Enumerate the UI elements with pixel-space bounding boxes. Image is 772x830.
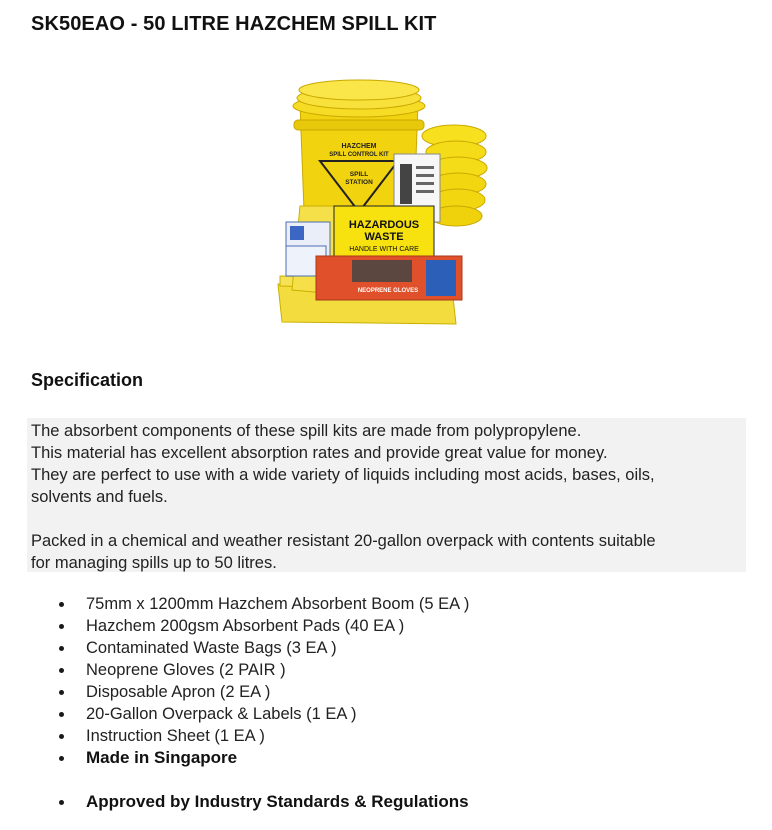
bullet-icon [59, 712, 64, 717]
bullet-icon [59, 668, 64, 673]
list-item-text: 75mm x 1200mm Hazchem Absorbent Boom (5 EA ) [86, 595, 470, 613]
highlight-text: Made in Singapore [86, 748, 238, 767]
list-item-text: Neoprene Gloves (2 PAIR ) [86, 661, 286, 679]
bag-label-hazardous: HAZARDOUS [348, 219, 420, 231]
bag-label-handle: HANDLE WITH CARE [349, 246, 419, 253]
bag-label-waste: WASTE [364, 231, 404, 243]
specification-description [27, 418, 746, 572]
description-paragraph [31, 420, 746, 508]
list-item-text: Hazchem 200gsm Absorbent Pads (40 EA ) [86, 617, 405, 635]
list-item-text: 20-Gallon Overpack & Labels (1 EA ) [86, 705, 357, 723]
kit-contents-list [86, 593, 469, 813]
list-item-text: Instruction Sheet (1 EA ) [86, 727, 265, 745]
list-item [86, 725, 469, 747]
drum-triangle-spill: SPILL [349, 171, 369, 178]
highlight-made-in [86, 747, 469, 769]
packing-line: for managing spills up to 50 litres. [31, 554, 277, 572]
packing-line: Packed in a chemical and weather resistant 20-gallon overpack with contents suitable [31, 532, 656, 550]
bullet-icon [59, 690, 64, 695]
bullet-icon [59, 624, 64, 629]
product-title: SK50EAO - 50 LITRE HAZCHEM SPILL KIT [31, 13, 437, 35]
list-item-text: Disposable Apron (2 EA ) [86, 683, 271, 701]
gloves-label: NEOPRENE GLOVES [357, 288, 419, 294]
description-line: solvents and fuels. [31, 488, 168, 506]
bullet-icon [59, 646, 64, 651]
list-item-text: Contaminated Waste Bags (3 EA ) [86, 639, 337, 657]
description-line: The absorbent components of these spill kits are made from polypropylene. [31, 422, 582, 440]
bullet-icon [59, 800, 64, 805]
product-image [276, 76, 490, 328]
highlight-approved [86, 791, 469, 813]
description-line: They are perfect to use with a wide variety of liquids including most acids, bases, oils, [31, 466, 655, 484]
list-item [86, 593, 469, 615]
bullet-icon [59, 756, 64, 761]
drum-triangle-station: STATION [345, 179, 373, 186]
packing-paragraph [31, 530, 746, 574]
list-item [86, 659, 469, 681]
list-item [86, 681, 469, 703]
drum-label-kit: SPILL CONTROL KIT [329, 152, 389, 158]
highlight-text: Approved by Industry Standards & Regulations [86, 792, 469, 811]
description-line: This material has excellent absorption rates and provide great value for money. [31, 444, 608, 462]
list-item [86, 615, 469, 637]
list-item [86, 637, 469, 659]
specification-heading: Specification [31, 370, 144, 390]
bullet-icon [59, 734, 64, 739]
drum-label-hazchem: HAZCHEM [341, 143, 377, 150]
list-item [86, 703, 469, 725]
bullet-icon [59, 602, 64, 607]
